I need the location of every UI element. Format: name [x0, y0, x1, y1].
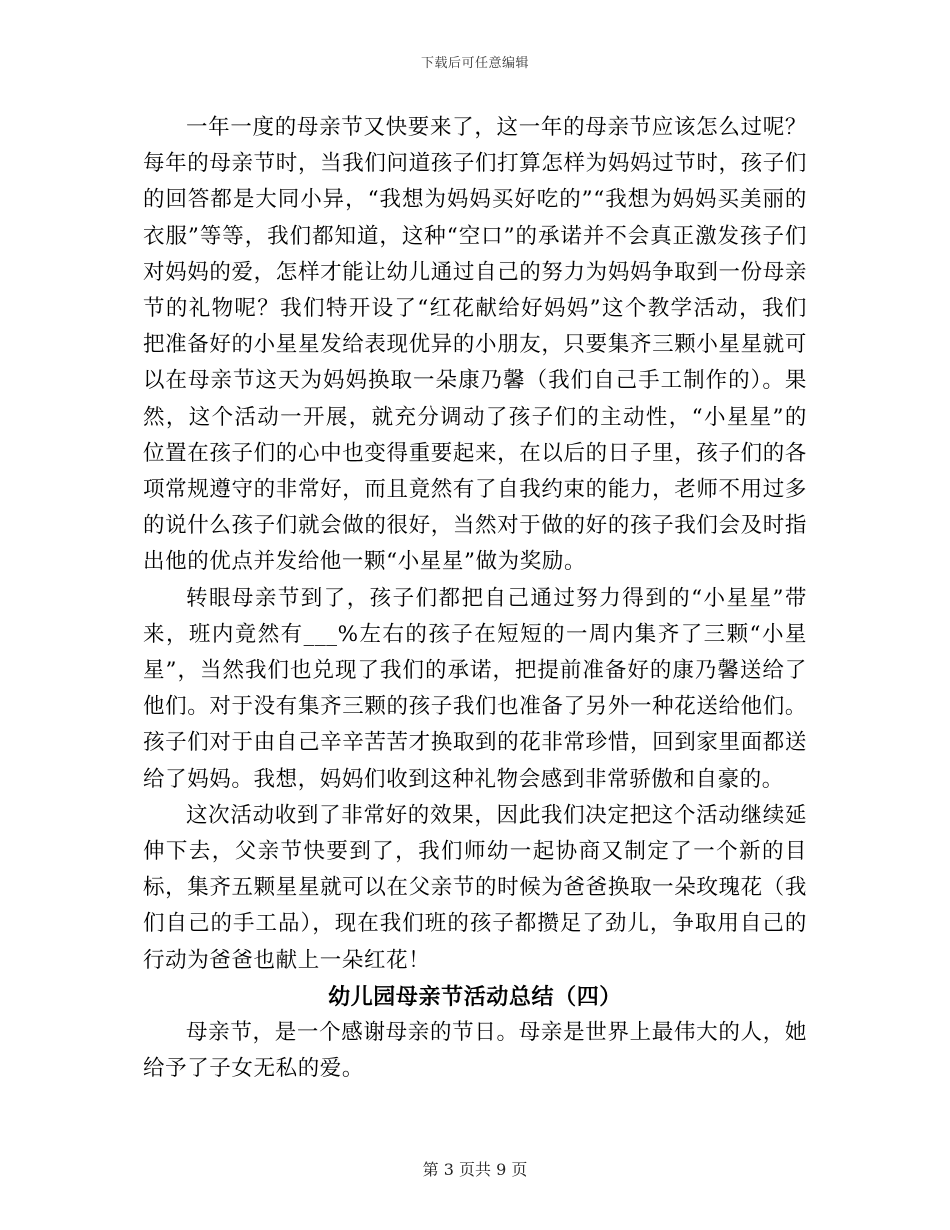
paragraph-3: 这次活动收到了非常好的效果，因此我们决定把这个活动继续延伸下去，父亲节快要到了，我们师幼一起协商又制定了一个新的目标，集齐五颗星星就可以在父亲节的时候为爸爸换取一朵玫瑰花（我们自己的手工品），现在我们班的孩子都攒足了劲儿，争取用自己的行动为爸爸也献上一朵红花！	[143, 802, 807, 973]
page-footer: 第 3 页共 9 页	[422, 1160, 528, 1179]
page-header: 下载后可任意编辑	[420, 56, 529, 71]
paragraph-1: 一年一度的母亲节又快要来了，这一年的母亲节应该怎么过呢？每年的母亲节时，当我们问道孩子们打算怎样为妈妈过节时，孩子们的回答都是大同小异，“我想为妈妈买好吃的”“我想为妈妈买美丽的衣服”等等，我们都知道，这种“空口”的承诺并不会真正激发孩子们对妈妈的爱，怎样才能让幼儿通过自己的努力为妈妈争取到一份母亲节的礼物呢？我们特开设了“红花献给好妈妈”这个教学活动，我们把准备好的小星星发给表现优异的小朋友，只要集齐三颗小星星就可以在母亲节这天为妈妈换取一朵康乃馨（我们自己手工制作的）。果然，这个活动一开展，就充分调动了孩子们的主动性，“小星星”的位置在孩子们的心中也变得重要起来，在以后的日子里，孩子们的各项常规遵守的非常好，而且竟然有了自我约束的能力，老师不用过多的说什么孩子们就会做的很好，当然对于做的好的孩子我们会及时指出他的优点并发给他一颗“小星星”做为奖励。	[143, 115, 807, 575]
section-heading: 幼儿园母亲节活动总结（四）	[328, 983, 622, 1010]
document-body	[143, 110, 807, 1087]
paragraph-2: 转眼母亲节到了，孩子们都把自己通过努力得到的“小星星”带来，班内竟然有___%左右的孩子在短短的一周内集齐了三颗“小星星”，当然我们也兑现了我们的承诺，把提前准备好的康乃馨送给了他们。对于没有集齐三颗的孩子我们也准备了另外一种花送给他们。孩子们对于由自己辛辛苦苦才换取到的花非常珍惜，回到家里面都送给了妈妈。我想，妈妈们收到这种礼物会感到非常骄傲和自豪的。	[143, 585, 807, 792]
section-paragraph: 母亲节，是一个感谢母亲的节日。母亲是世界上最伟大的人，她给予了子女无私的爱。	[143, 1020, 807, 1082]
